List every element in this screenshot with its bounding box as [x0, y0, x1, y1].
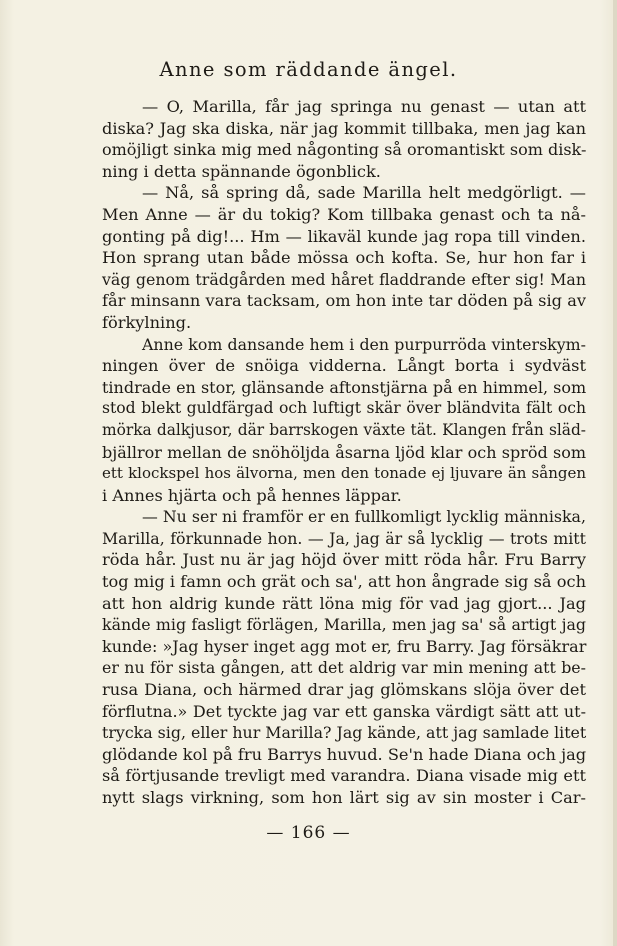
text-line: i Annes hjärta och på hennes läppar.	[102, 485, 402, 505]
text-line: — Nå, så spring då, sade Marilla helt medgörligt. —	[142, 183, 586, 203]
text-line: — O, Marilla, får jag springa nu genast — utan att	[142, 97, 586, 116]
text-line: så förtjusande trevligt med varandra. Diana visade mig ett	[102, 766, 586, 786]
text-line: får minsann vara tacksam, om hon inte tar döden på sig av	[102, 291, 586, 311]
text-line: — Nu ser ni framför er en fullkomligt lycklig människa,	[142, 507, 586, 527]
text-line: ning i detta spännande ögonblick.	[102, 161, 381, 181]
body-text	[102, 96, 586, 809]
text-line: mörka dalkjusor, där barrskogen växte tät. Klangen från släd-	[102, 420, 586, 439]
text-line: er nu för sista gången, att det aldrig var min mening att be-	[102, 658, 586, 678]
text-line: väg genom trädgården med håret fladdrande efter sig! Man	[102, 269, 586, 289]
text-line: att hon aldrig kunde rätt löna mig för vad jag gjort... Jag	[102, 593, 586, 613]
text-line: Men Anne — är du tokig? Kom tillbaka genast och ta nå-	[102, 204, 586, 224]
page-number: — 166 —	[266, 823, 351, 843]
text-line: ett klockspel hos älvorna, men den tonade ej ljuvare än sången	[102, 464, 586, 483]
running-head: Anne som räddande ängel.	[159, 58, 458, 81]
text-line: trycka sig, eller hur Marilla? Jag kände, att jag samlade litet	[102, 723, 587, 743]
page-edge	[613, 0, 617, 946]
text-line: Hon sprang utan både mössa och kofta. Se, hur hon far i	[102, 248, 586, 268]
text-line: tog mig i famn och grät och sa', att hon ångrade sig så och	[102, 572, 586, 592]
text-line: Anne kom dansande hem i den purpurröda vinterskym-	[142, 334, 586, 354]
text-line: tindrade en stor, glänsande aftonstjärna på en himmel, som	[102, 377, 587, 397]
text-line: stod blekt guldfärgad och luftigt skär över bländvita fält och	[102, 399, 586, 418]
text-line: omöjligt sinka mig med någonting så oromantiskt som disk-	[102, 140, 587, 160]
text-line: förkylning.	[102, 312, 192, 332]
text-line: kände mig fasligt förlägen, Marilla, men jag sa' så artigt jag	[102, 615, 586, 635]
text-line: röda hår. Just nu är jag höjd över mitt röda hår. Fru Barry	[102, 550, 586, 570]
text-line: bjällror mellan de snöhöljda åsarna ljöd klar och spröd som	[102, 442, 586, 462]
text-line: förflutna.» Det tyckte jag var ett ganska värdigt sätt att ut-	[102, 701, 586, 721]
text-line: glödande kol på fru Barrys huvud. Se'n hade Diana och jag	[102, 744, 587, 764]
text-line: kunde: »Jag hyser inget agg mot er, fru Barry. Jag försäkrar	[102, 636, 587, 656]
text-line: rusa Diana, och härmed drar jag glömskans slöja över det	[102, 680, 586, 700]
text-line: diska? Jag ska diska, när jag kommit tillbaka, men jag kan	[102, 118, 586, 138]
text-line: Marilla, förkunnade hon. — Ja, jag är så lycklig — trots mitt	[102, 528, 586, 548]
text-line: nytt slags virkning, som hon lärt sig av sin moster i Car-	[102, 788, 586, 807]
text-line: gonting på dig!... Hm — likaväl kunde jag ropa till vinden.	[102, 226, 586, 246]
text-line: ningen över de snöiga vidderna. Långt borta i sydväst	[102, 356, 586, 376]
